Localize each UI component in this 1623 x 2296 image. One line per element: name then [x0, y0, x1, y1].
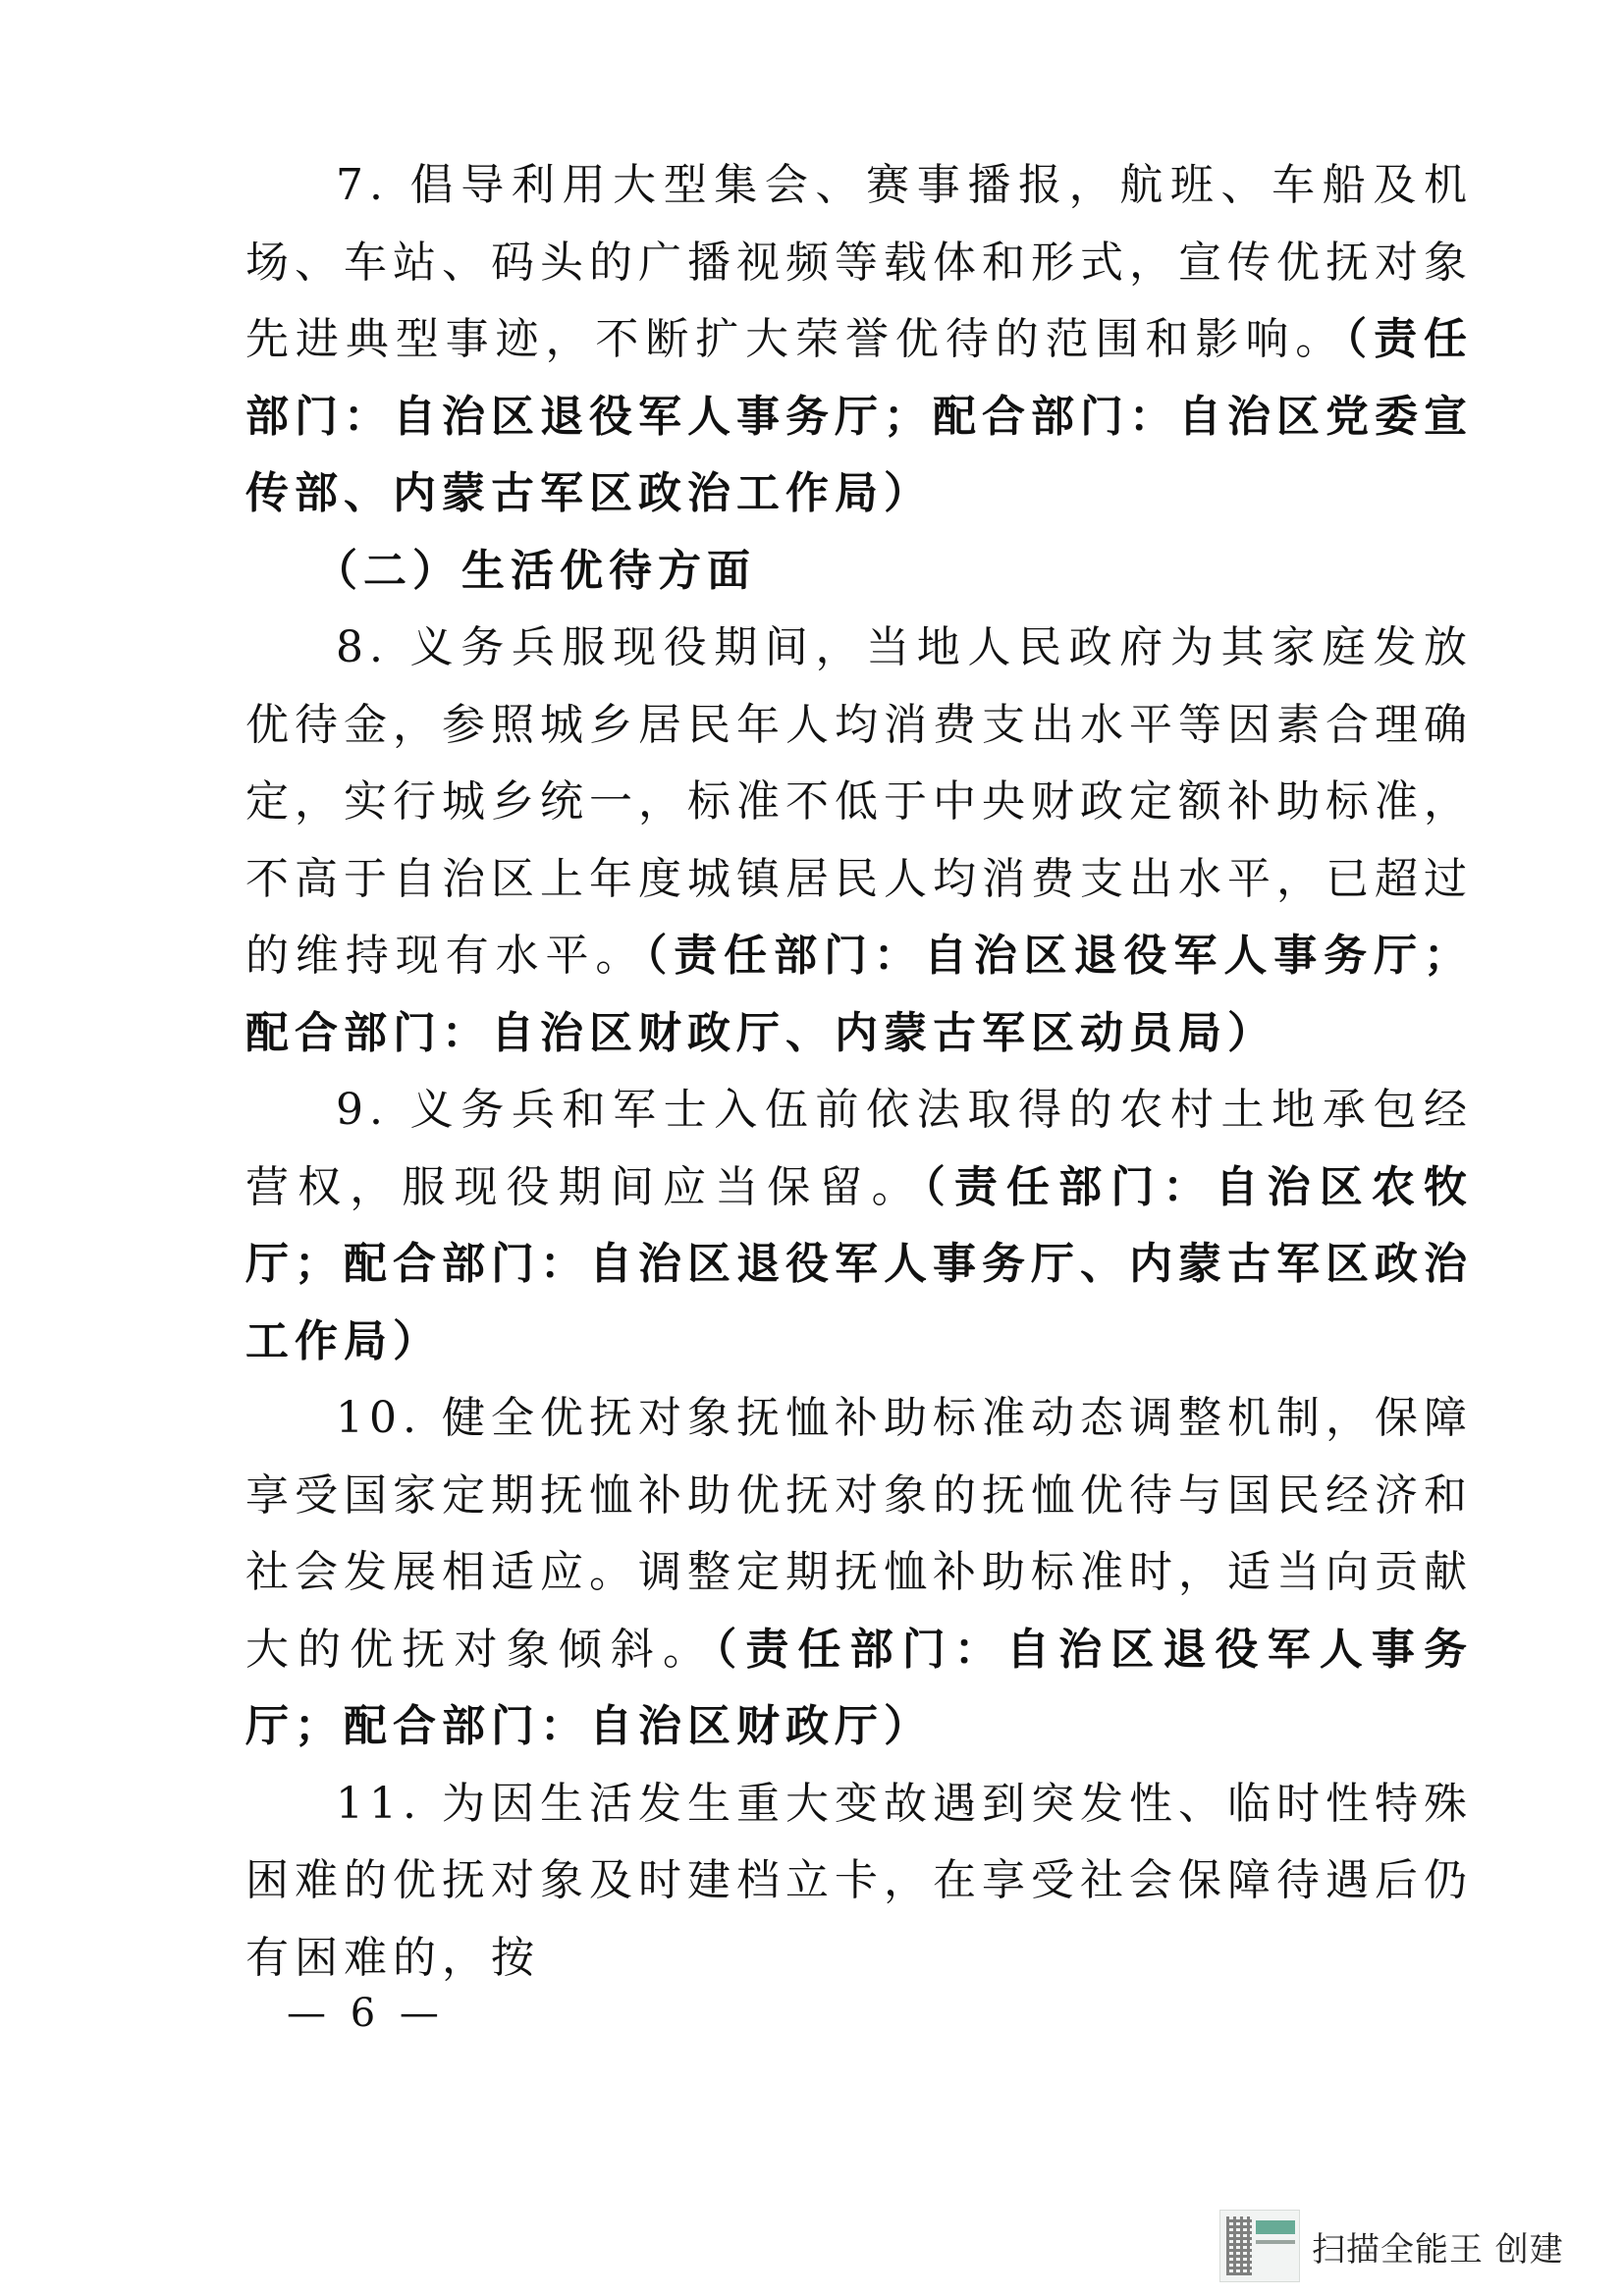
paragraph-9: [245, 1072, 1473, 1380]
paragraph-7: [245, 147, 1473, 533]
paragraph-8-text: 8. 义务兵服现役期间，当地人民政府为其家庭发放优待金，参照城乡居民年人均消费支出水平等因素合理确定，实行城乡统一，标准不低于中央财政定额补助标准，不高于自治区上年度城镇居民人均消费支出水平，已超过的维持现有水平。: [245, 622, 1473, 981]
paragraph-8-responsibility: （责任部门：自治区退役军人事务厅；配合部门：自治区财政厅、内蒙古军区动员局）: [245, 931, 1474, 1058]
page-number: — 6 —: [287, 1991, 445, 2036]
paragraph-8: [245, 610, 1473, 1072]
paragraph-9-responsibility: （责任部门：自治区农牧厅；配合部门：自治区退役军人事务厅、内蒙古军区政治工作局）: [245, 1161, 1474, 1366]
document-body: [245, 147, 1473, 1997]
watermark-text: 扫描全能王 创建: [1312, 2229, 1564, 2269]
paragraph-11: [245, 1766, 1473, 1998]
scanner-watermark: [1219, 2212, 1564, 2280]
camscanner-qr-logo-icon: [1219, 2210, 1300, 2282]
paragraph-7-responsibility: （责任部门：自治区退役军人事务厅；配合部门：自治区党委宣传部、内蒙古军区政治工作局）: [245, 314, 1474, 518]
section-heading: （二）生活优待方面: [314, 545, 756, 596]
paragraph-10-responsibility: （责任部门：自治区退役军人事务厅；配合部门：自治区财政厅）: [245, 1624, 1474, 1751]
paragraph-7-text: 7. 倡导利用大型集会、赛事播报，航班、车船及机场、车站、码头的广播视频等载体和形式，宣传优抚对象先进典型事迹，不断扩大荣誉优待的范围和影响。: [245, 160, 1473, 364]
paragraph-10-text: 10. 健全优抚对象抚恤补助标准动态调整机制，保障享受国家定期抚恤补助优抚对象的抚恤优待与国民经济和社会发展相适应。调整定期抚恤补助标准时，适当向贡献大的优抚对象倾斜。: [245, 1393, 1473, 1675]
paragraph-11-text: 11. 为因生活发生重大变故遇到突发性、临时性特殊困难的优抚对象及时建档立卡，在享受社会保障待遇后仍有困难的，按: [245, 1778, 1473, 1983]
paragraph-10: [245, 1380, 1473, 1766]
paragraph-9-text: 9. 义务兵和军士入伍前依法取得的农村土地承包经营权，服现役期间应当保留。: [245, 1085, 1473, 1212]
